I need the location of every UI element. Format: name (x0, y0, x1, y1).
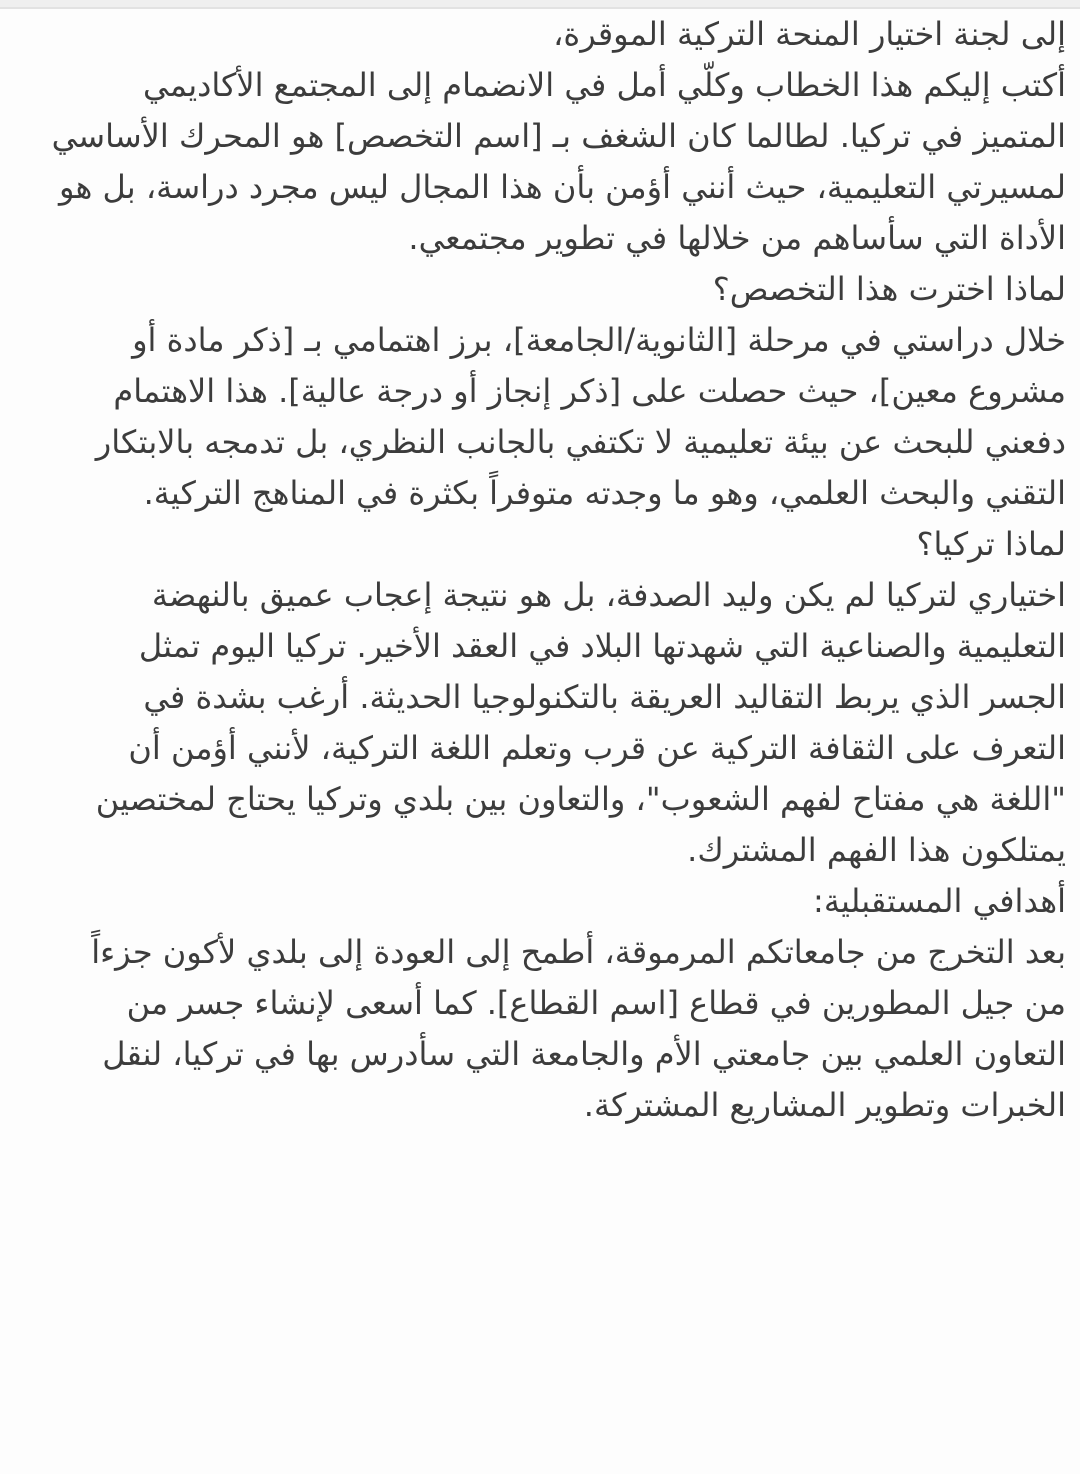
heading-why-turkey: لماذا تركيا؟ (916, 525, 1066, 563)
paragraph-future-goals: بعد التخرج من جامعاتكم المرموقة، أطمح إلى العودة إلى بلدي لأكون جزءاً من جيل المطورين في قطاع [اسم القطاع]. كما أسعى لإنشاء جسر من التعاون العلمي بين جامعتي الأم والجامعة التي سأدرس بها في تركيا، لنقل الخبرات وتطوير المشاريع المشتركة. (91, 933, 1066, 1124)
paragraph-why-this-major: خلال دراستي في مرحلة [الثانوية/الجامعة]، برز اهتمامي بـ [ذكر مادة أو مشروع معين]، حيث حصلت على [ذكر إنجاز أو درجة عالية]. هذا الاهتمام دفعني للبحث عن بيئة تعليمية لا تكتفي بالجانب النظري، بل تدمجه بالابتكار التقني والبحث العلمي، وهو ما وجدته متوفراً بكثرة في المناهج التركية. (95, 321, 1066, 512)
paragraph-why-turkey: اختياري لتركيا لم يكن وليد الصدفة، بل هو نتيجة إعجاب عميق بالنهضة التعليمية والصناعية التي شهدتها البلاد في العقد الأخير. تركيا اليوم تمثل الجسر الذي يربط التقاليد العريقة بالتكنولوجيا الحديثة. أرغب بشدة في التعرف على الثقافة التركية عن قرب وتعلم اللغة التركية، لأنني أؤمن أن "اللغة هي مفتاح لفهم الشعوب"، والتعاون بين بلدي وتركيا يحتاج لمختصين يمتلكون هذا الفهم المشترك. (95, 576, 1066, 869)
salutation-line: إلى لجنة اختيار المنحة التركية الموقرة، (553, 15, 1066, 53)
top-bar (0, 0, 1080, 9)
document-page (0, 9, 1080, 1131)
heading-future-goals: أهدافي المستقبلية: (813, 882, 1066, 920)
heading-why-this-major: لماذا اخترت هذا التخصص؟ (712, 270, 1066, 308)
paragraph-introduction: أكتب إليكم هذا الخطاب وكلّي أمل في الانضمام إلى المجتمع الأكاديمي المتميز في تركيا. لطالما كان الشغف بـ [اسم التخصص] هو المحرك الأساسي لمسيرتي التعليمية، حيث أنني أؤمن بأن هذا المجال ليس مجرد دراسة، بل هو الأداة التي سأساهم من خلالها في تطوير مجتمعي. (51, 66, 1066, 257)
